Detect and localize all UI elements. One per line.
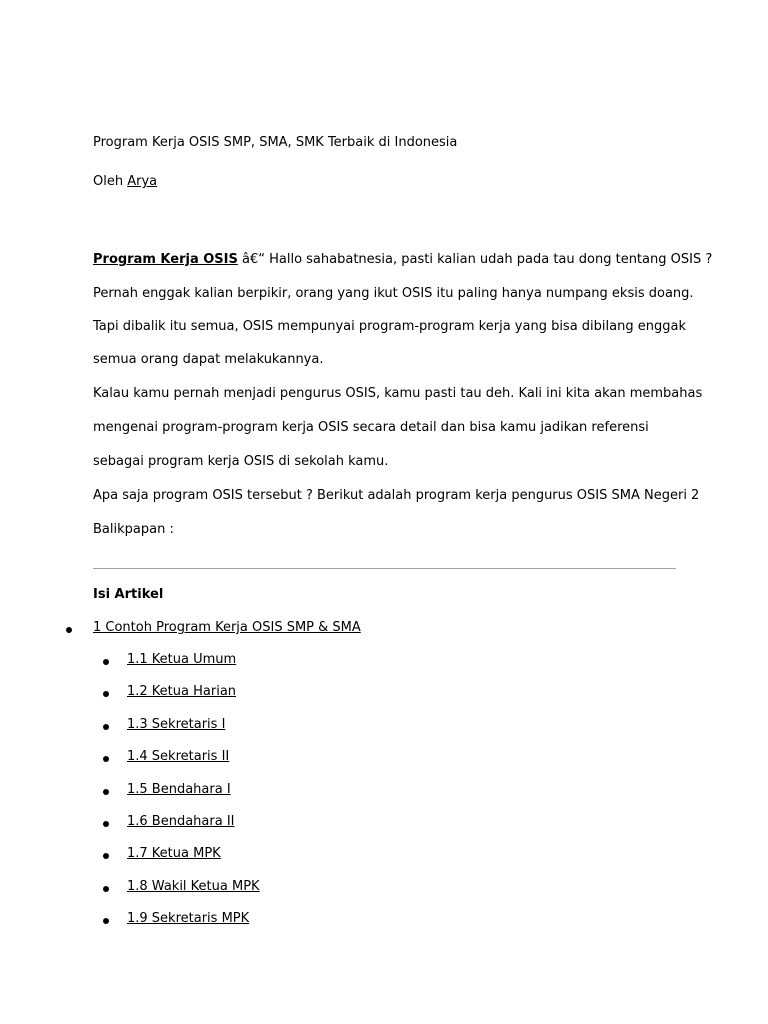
toc-sub-item-link[interactable]: 1.2 Ketua Harian — [127, 684, 237, 699]
toc-sub-bullet — [103, 886, 109, 892]
document-title: Program Kerja OSIS SMP, SMA, SMK Terbaik di Indonesia — [93, 135, 458, 150]
toc-main-item-link[interactable]: 1 Contoh Program Kerja OSIS SMP & SMA — [93, 620, 361, 635]
toc-sub-bullet — [103, 724, 109, 730]
program-kerja-osis-link[interactable]: Program Kerja OSIS — [93, 252, 238, 267]
intro-line-8: Apa saja program OSIS tersebut ? Berikut adalah program kerja pengurus OSIS SMA Negeri 2 — [93, 488, 700, 503]
toc-heading: Isi Artikel — [93, 587, 164, 602]
toc-sub-bullet — [103, 918, 109, 924]
author-link[interactable]: Arya — [127, 174, 158, 189]
toc-sub-item-link[interactable]: 1.4 Sekretaris II — [127, 749, 230, 764]
toc-sub-item-link[interactable]: 1.7 Ketua MPK — [127, 846, 221, 861]
toc-sub-bullet — [103, 659, 109, 665]
horizontal-divider — [93, 568, 676, 569]
toc-sub-item-link[interactable]: 1.6 Bendahara II — [127, 814, 235, 829]
toc-sub-bullet — [103, 691, 109, 697]
toc-sub-item-link[interactable]: 1.8 Wakil Ketua MPK — [127, 879, 260, 894]
intro-line-4: semua orang dapat melakukannya. — [93, 352, 324, 367]
toc-sub-bullet — [103, 756, 109, 762]
intro-line-3: Tapi dibalik itu semua, OSIS mempunyai program-program kerja yang bisa dibilang enggak — [93, 319, 686, 334]
intro-line-5: Kalau kamu pernah menjadi pengurus OSIS, kamu pasti tau deh. Kali ini kita akan membahas — [93, 386, 703, 401]
intro-line-1 — [93, 252, 712, 268]
intro-line-6: mengenai program-program kerja OSIS secara detail dan bisa kamu jadikan referensi — [93, 420, 649, 435]
byline-prefix: Oleh — [93, 174, 124, 189]
intro-line-2: Pernah enggak kalian berpikir, orang yang ikut OSIS itu paling hanya numpang eksis doang. — [93, 286, 694, 301]
intro-lead-rest: â€“ Hallo sahabatnesia, pasti kalian udah pada tau dong tentang OSIS ? — [237, 252, 713, 267]
toc-sub-item-link[interactable]: 1.3 Sekretaris I — [127, 717, 226, 732]
intro-line-7: sebagai program kerja OSIS di sekolah kamu. — [93, 454, 389, 469]
byline — [93, 174, 157, 190]
toc-sub-bullet — [103, 821, 109, 827]
toc-sub-item-link[interactable]: 1.9 Sekretaris MPK — [127, 911, 250, 926]
toc-sub-bullet — [103, 853, 109, 859]
toc-bullet — [66, 627, 72, 633]
toc-sub-bullet — [103, 789, 109, 795]
toc-sub-item-link[interactable]: 1.5 Bendahara I — [127, 782, 231, 797]
intro-line-9: Balikpapan : — [93, 522, 174, 537]
toc-sub-item-link[interactable]: 1.1 Ketua Umum — [127, 652, 237, 667]
